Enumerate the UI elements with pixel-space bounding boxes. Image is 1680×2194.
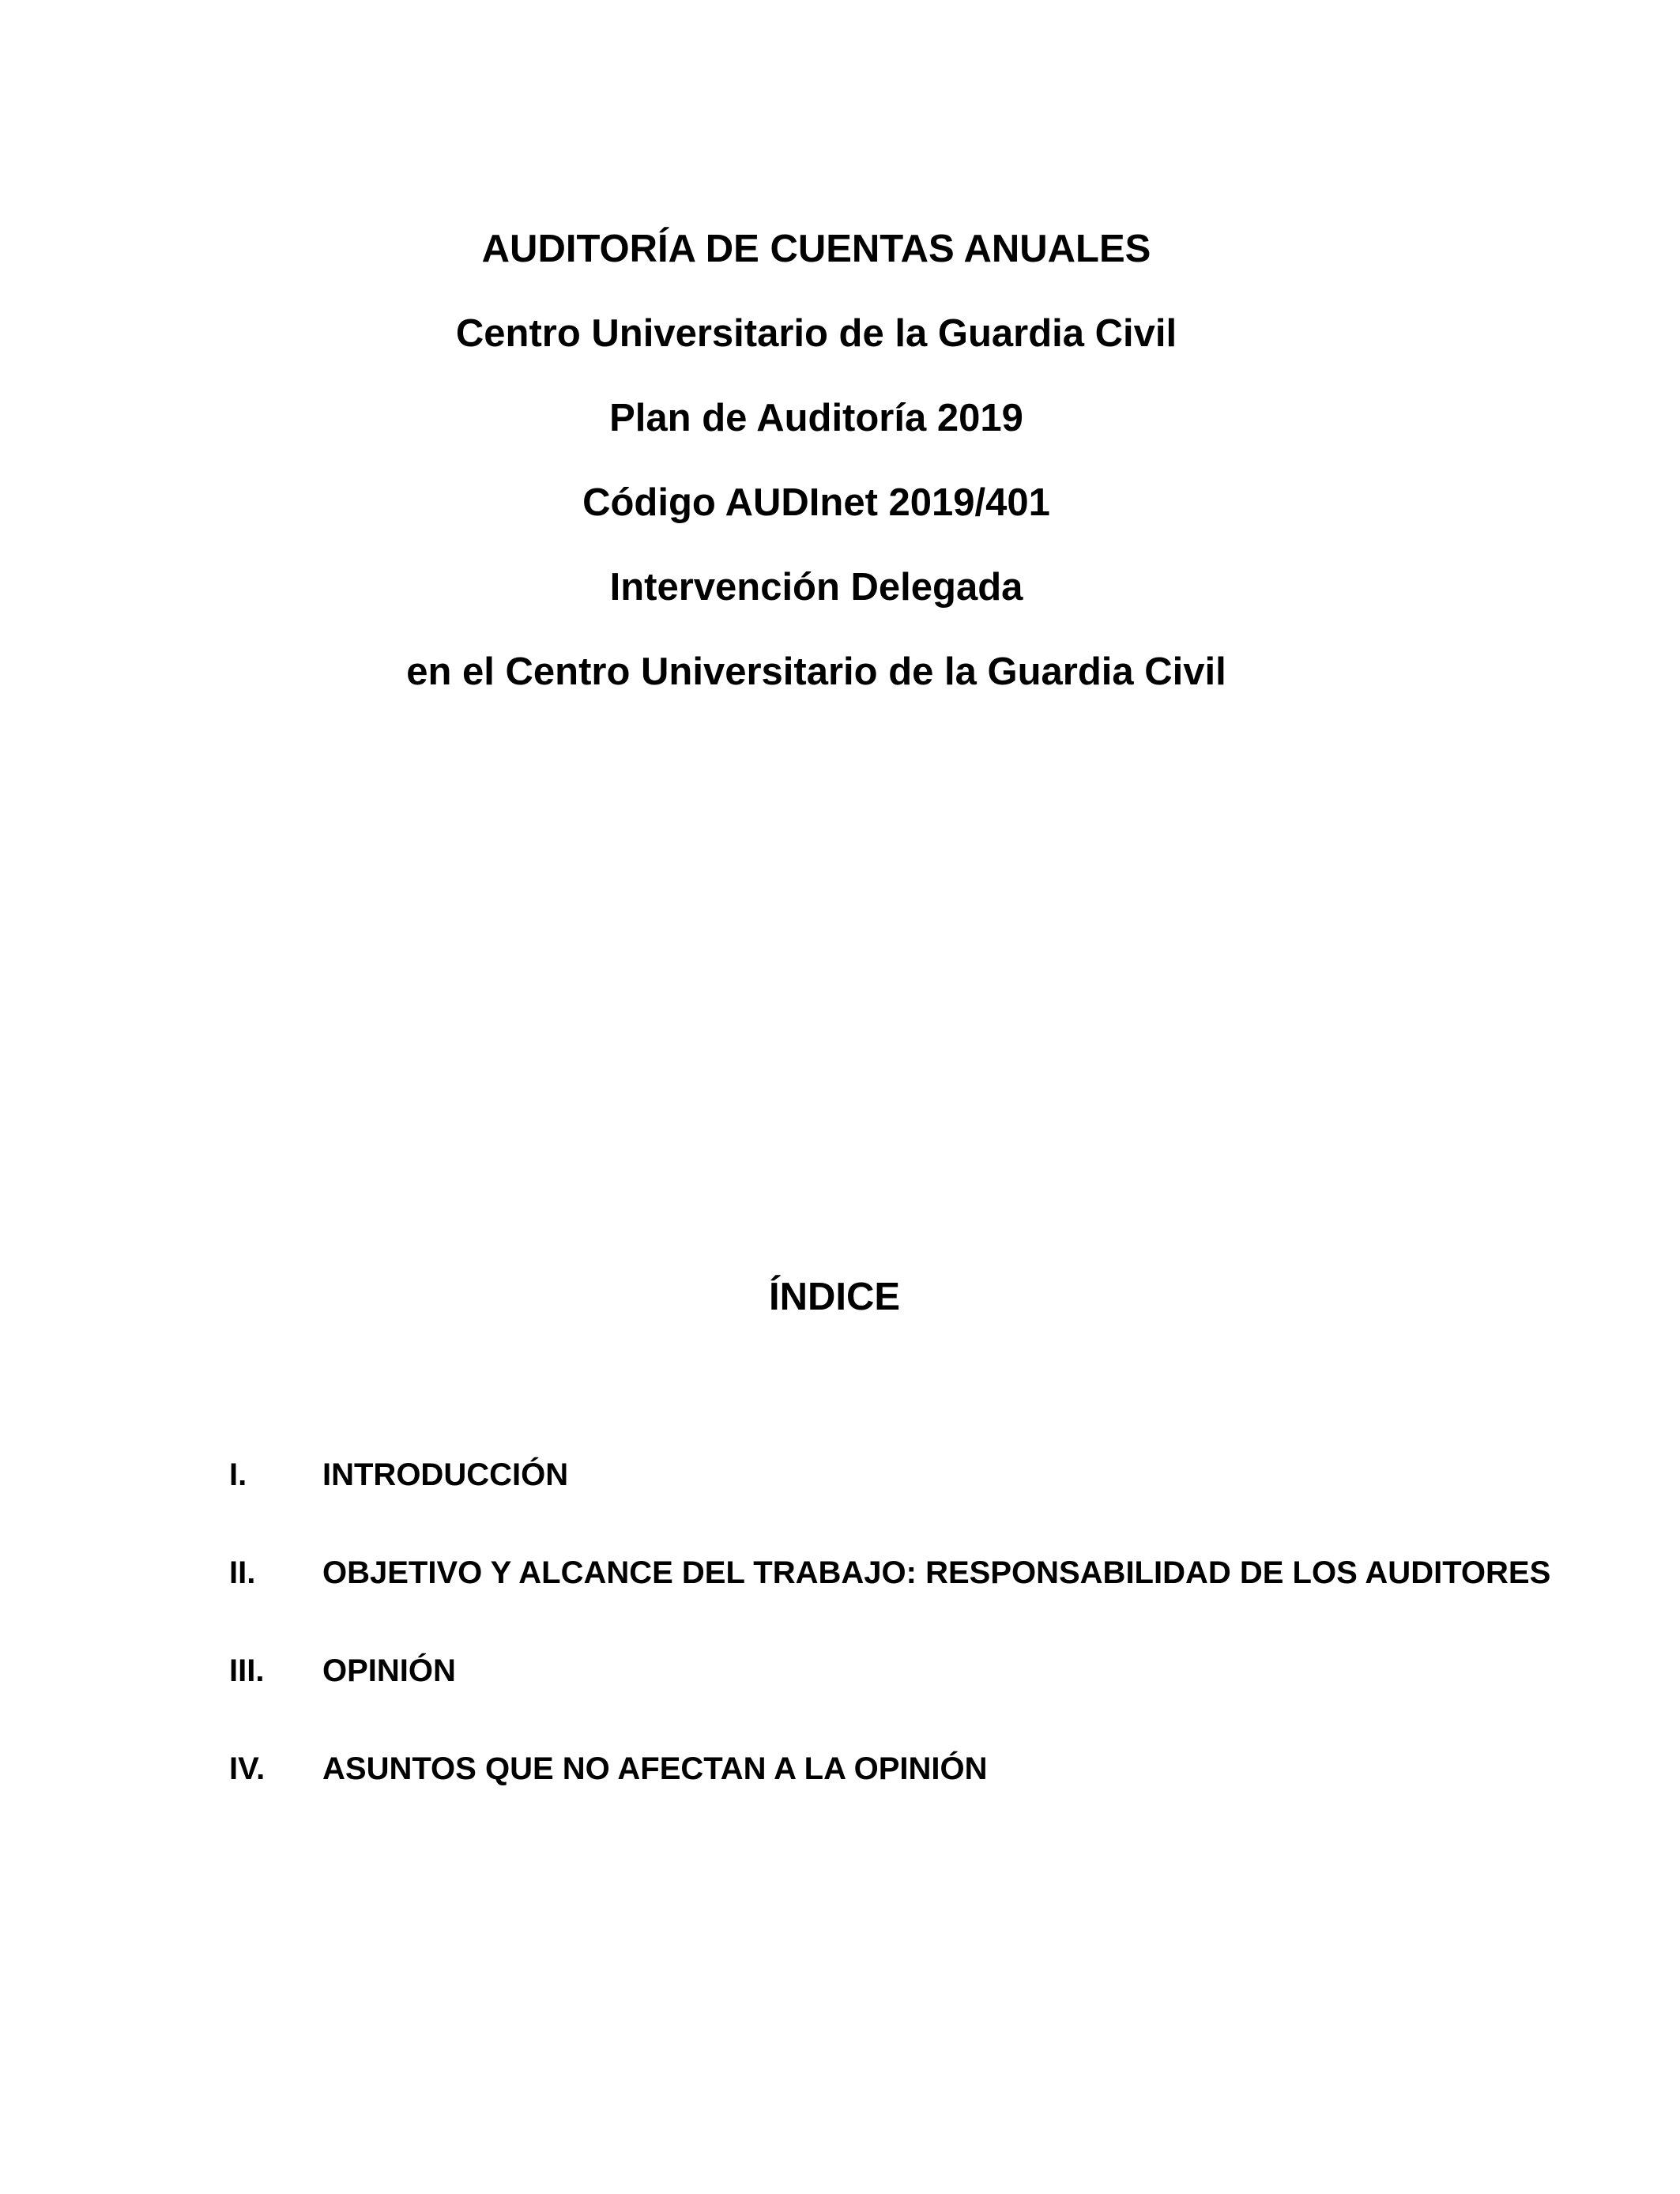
toc-item bbox=[229, 1549, 1652, 1647]
toc-item bbox=[229, 1745, 1652, 1843]
toc-item-label: ASUNTOS QUE NO AFECTAN A LA OPINIÓN bbox=[322, 1751, 988, 1786]
entity-name: Centro Universitario de la Guardia Civil bbox=[455, 312, 1177, 355]
issuing-office: Intervención Delegada bbox=[609, 566, 1023, 609]
index-heading: ÍNDICE bbox=[768, 1276, 901, 1318]
toc-item-label: OPINIÓN bbox=[322, 1653, 456, 1688]
toc-item bbox=[229, 1451, 1652, 1549]
title-block bbox=[0, 207, 1633, 714]
toc-item-number: II. bbox=[229, 1555, 256, 1590]
table-of-contents bbox=[229, 1451, 1652, 1843]
audit-plan: Plan de Auditoría 2019 bbox=[609, 397, 1023, 439]
toc-item-number: IV. bbox=[229, 1751, 266, 1786]
audinet-code: Código AUDInet 2019/401 bbox=[582, 481, 1050, 524]
toc-item-label: OBJETIVO Y ALCANCE DEL TRABAJO: RESPONSABILIDAD DE LOS AUDITORES bbox=[322, 1555, 1551, 1590]
toc-item-number: I. bbox=[229, 1457, 247, 1492]
toc-item bbox=[229, 1647, 1652, 1745]
report-title: AUDITORÍA DE CUENTAS ANUALES bbox=[481, 228, 1151, 270]
toc-item-label: INTRODUCCIÓN bbox=[322, 1457, 569, 1492]
issuing-office-location: en el Centro Universitario de la Guardia Civil bbox=[406, 650, 1226, 693]
toc-item-number: III. bbox=[229, 1653, 265, 1688]
